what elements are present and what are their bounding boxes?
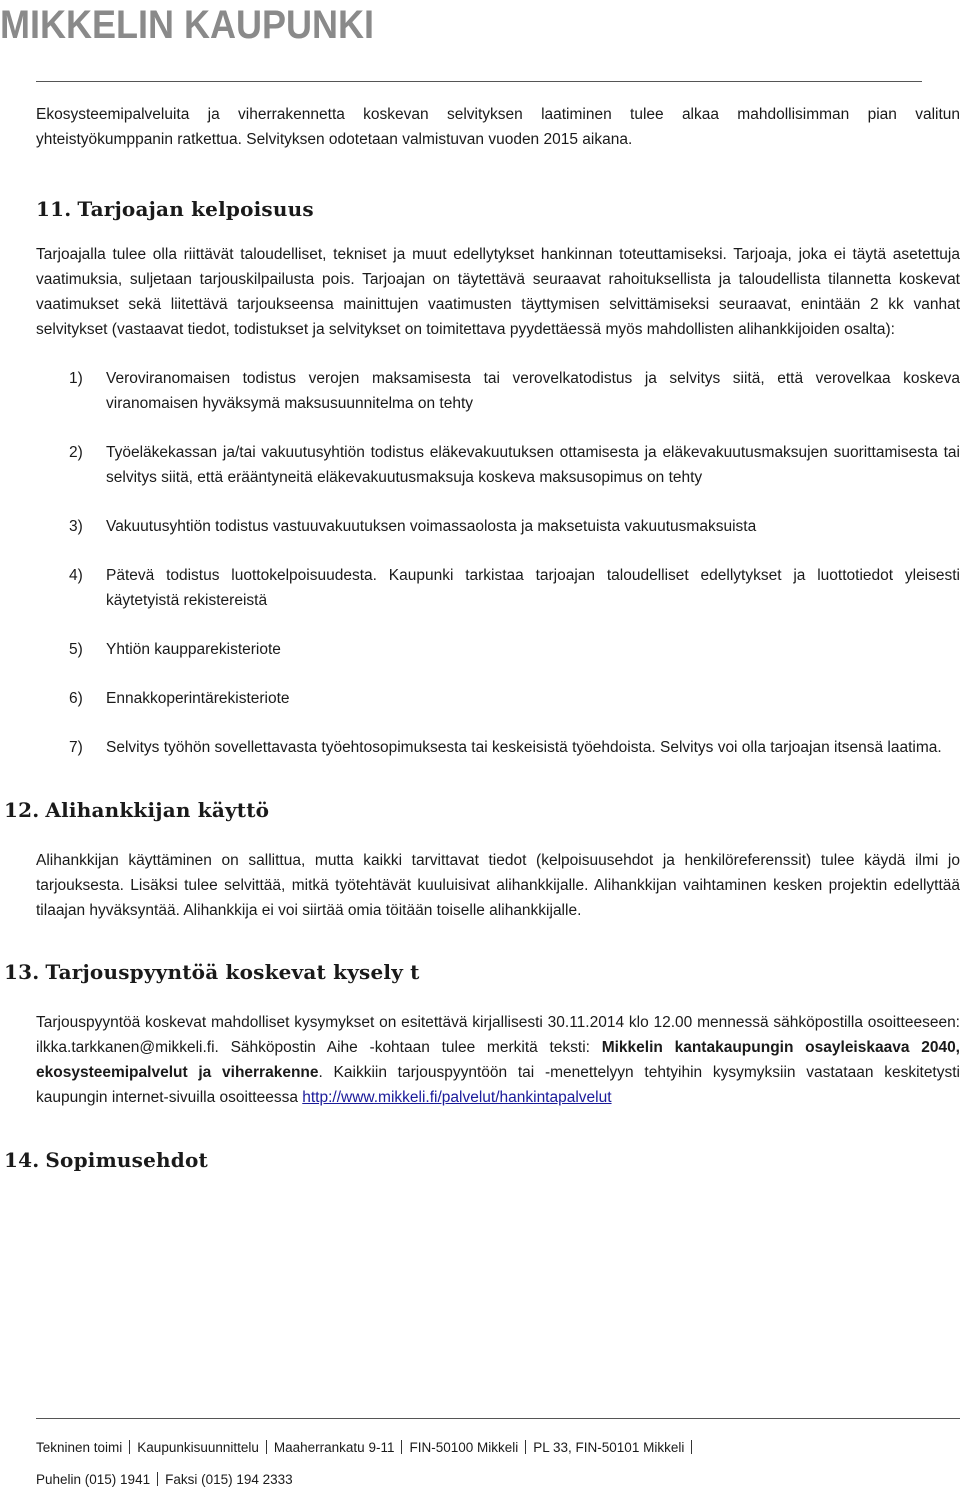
mikkelin-kaupunki-logo (0, 0, 380, 50)
list-item (36, 366, 960, 416)
document-body (4, 102, 960, 1174)
list-item-text: Selvitys työhön sovellettavasta työehtosopimuksesta tai keskeisistä työehdoista. Selvitys voi olla tarjoajan itsensä laatima. (106, 739, 942, 756)
list-item (36, 735, 960, 760)
section-14-heading (4, 1146, 960, 1174)
list-item-text: Vakuutusyhtiön todistus vastuuvakuutuksen voimassaolosta ja maksetuista vakuutusmaksuista (106, 518, 757, 535)
section-title: Sopimusehdot (45, 1148, 208, 1172)
section-11-paragraph: Tarjoajalla tulee olla riittävät taloudelliset, tekniset ja muut edellytykset hankinnan toteuttamiseksi. Tarjoaja, joka ei täytä asetettuja vaatimuksia, suljetaan tarjouskilpailusta pois. Tarjoajan on täytettävä seuraavat rahoituksellista ja taloudellista tilannetta koskevat vaatimukset sekä liitettävä tarjoukseensa mainittujen vaatimusten täyttymisen selvittämiseksi seuraavat, enintään 2 kk vanhat selvitykset (vastaavat tiedot, todistukset ja selvitykset on toimitettava pyydettäessä myös mahdollisten alihankkijoiden osalta): (36, 246, 960, 338)
list-item (36, 440, 960, 490)
list-marker: 4) (69, 567, 83, 584)
list-item-text: Veroviranomaisen todistus verojen maksamisesta tai verovelkatodistus ja selvitys siitä, että verovelkaa koskeva viranomaisen hyväksymä maksusuunnitelma on tehty (106, 370, 960, 412)
list-item-text: Pätevä todistus luottokelpoisuudesta. Kaupunki tarkistaa tarjoajan taloudelliset edellytykset ja luottotiedot yleisesti käytetyistä rekistereistä (106, 567, 960, 609)
footer-separator (266, 1440, 267, 1454)
footer-po-box: PL 33, FIN-50101 Mikkeli (533, 1440, 685, 1455)
footer-separator (129, 1440, 130, 1454)
list-item (36, 686, 960, 711)
footer-postal-code: FIN-50100 Mikkeli (409, 1440, 519, 1455)
footer-separator (691, 1440, 692, 1454)
footer-divider (36, 1418, 960, 1419)
paragraph-text: Tarjouspyyntöä koskevat mahdolliset kysymykset on esitettävä kirjallisesti 30.11.2014 klo 12.00 mennessä sähköpostilla osoitteeseen: ilkka.tarkkanen@mikkeli.fi. Sähköpostin Aihe -kohtaan tulee merkitä teksti: (36, 1014, 960, 1056)
list-item (36, 637, 960, 662)
footer-separator (525, 1440, 526, 1454)
footer-line-2 (36, 1470, 293, 1490)
section-13-paragraph (36, 1010, 960, 1110)
email-subject-text: Mikkelin kantakaupungin osayleiskaava 2040, ekosysteemipalvelut ja viherrakenne (36, 1039, 960, 1081)
intro-paragraph: Ekosysteemipalveluita ja viherrakennetta koskevan selvityksen laatiminen tulee alkaa mahdollisimman pian valitun yhteistyökumppanin ratkettua. Selvityksen odotetaan valmistuvan vuoden 2015 aikana. (36, 106, 960, 148)
section-title: Tarjouspyyntöä koskevat kysely t (45, 960, 420, 984)
section-title: Tarjoajan kelpoisuus (77, 197, 314, 221)
list-marker: 6) (69, 690, 83, 707)
section-12-heading (4, 796, 960, 824)
footer-phone: Puhelin (015) 1941 (36, 1472, 151, 1487)
footer-line-1 (36, 1438, 699, 1458)
list-item (36, 563, 960, 613)
section-11-heading (36, 195, 960, 223)
logo-text: MIKKELIN KAUPUNKI (0, 3, 374, 47)
list-marker: 7) (69, 739, 83, 756)
footer-separator (401, 1440, 402, 1454)
list-item-text: Työeläkekassan ja/tai vakuutusyhtiön todistus eläkevakuutuksen ottamisesta ja eläkevakuutusmaksujen suorittamisesta tai selvitys siitä, että erääntyneitä eläkevakuutusmaksuja koskeva maksusopimus on tehty (106, 444, 960, 486)
footer-fax: Faksi (015) 194 2333 (165, 1472, 293, 1487)
section-12-paragraph: Alihankkijan käyttäminen on sallittua, mutta kaikki tarvittavat tiedot (kelpoisuusehdot ja henkilöreferenssit) tulee käydä ilmi jo tarjouksesta. Lisäksi tulee selvittää, mitkä työtehtävät kuuluisivat alihankkijalle. Alihankkijan vaihtaminen kesken projektin edellyttää tilaajan hyväksyntää. Alihankkija ei voi siirtää omia töitään toiselle alihankkijalle. (36, 852, 960, 919)
section-13-heading (4, 958, 960, 986)
paragraph-text: . Kaikkiin tarjouspyyntöön tai -menettelyyn tehtyihin kysymyksiin vastataan keskitetysti kaupungin internet-sivuilla osoitteessa (36, 1064, 960, 1106)
list-item-text: Yhtiön kaupparekisteriote (106, 641, 281, 658)
section-number: 11. (36, 197, 72, 221)
list-item (36, 514, 960, 539)
section-number: 12. (4, 798, 40, 822)
list-item-text: Ennakkoperintärekisteriote (106, 690, 290, 707)
footer-department: Tekninen toimi (36, 1440, 123, 1455)
list-marker: 1) (69, 370, 83, 387)
footer-unit: Kaupunkisuunnittelu (137, 1440, 259, 1455)
footer-separator (157, 1472, 158, 1486)
section-title: Alihankkijan käyttö (45, 798, 270, 822)
hankintapalvelut-link[interactable]: http://www.mikkeli.fi/palvelut/hankintapalvelut (302, 1089, 612, 1106)
section-number: 13. (4, 960, 40, 984)
header-divider (36, 81, 922, 82)
list-marker: 2) (69, 444, 83, 461)
footer-street-address: Maaherrankatu 9-11 (273, 1440, 395, 1455)
requirements-list (36, 366, 960, 760)
list-marker: 5) (69, 641, 83, 658)
list-marker: 3) (69, 518, 83, 535)
section-number: 14. (4, 1148, 40, 1172)
